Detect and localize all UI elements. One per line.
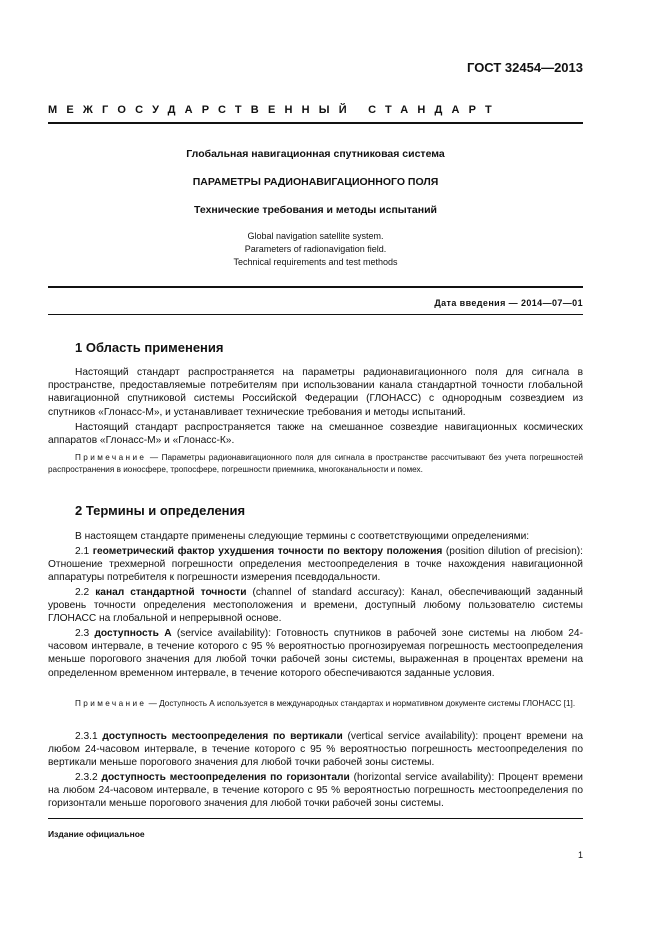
title-line-1: Глобальная навигационная спутниковая система [186,148,445,160]
term-2-3 [48,627,583,680]
term-number: 2.3 [75,628,95,639]
term-2-2 [48,586,583,626]
title-english-3: Technical requirements and test methods [233,257,398,267]
date-rule [48,314,583,315]
term-number: 2.3.1 [75,731,103,742]
title-line-3: Технические требования и методы испытаний [194,204,437,216]
title-line-2: ПАРАМЕТРЫ РАДИОНАВИГАЦИОННОГО ПОЛЯ [192,176,439,188]
section-1-paragraph-2: Настоящий стандарт распространяется также на смешанное созвездие навигационных космических аппаратов «Глонасс-М» и «Глонасс-К». [48,422,583,447]
standard-number: ГОСТ 32454—2013 [467,60,583,75]
term-name: доступность А [94,628,172,639]
section-2-title: 2 Термины и определения [75,503,246,518]
standard-type-heading: МЕЖГОСУДАРСТВЕННЫЙ СТАНДАРТ [48,104,501,116]
section-1-note [48,452,583,476]
header-rule [48,122,583,124]
title-rule [48,286,583,288]
term-definition: (position dilution of precision): Отношение трехмерной погрешности определения местоопределения в точке нахождения навигационной аппаратуры потребителя к погрешности измерения псевдодальности. [48,546,583,584]
note-label: Примечание [75,699,147,708]
term-name: доступность местоопределения по горизонтали [101,772,350,783]
term-definition: (horizontal service availability): Процент времени на любом 24-часовом интервале, в течение которого с 95 % вероятностью погрешность местоопределения по горизонтали меньше порогового значения для любой точки рабочей зоны системы. [48,772,583,810]
footer-rule [48,818,583,819]
term-2-3-2 [48,771,583,811]
section-1-paragraph-1: Настоящий стандарт распространяется на параметры радионавигационного поля для сигнала в пространстве, предоставляемые потребителям при использовании канала стандартной точности глобальной навигационной спутниковой системы Российской Федерации (ГЛОНАСС) с однородным созвездием из спутников «Глонасс-М», и устанавливает технические требования и методы испытаний. [48,367,583,418]
term-definition: (channel of standard accuracy): Канал, обеспечивающий заданный уровень точности определения местоположения и времени, доступный любому пользователю системы ГЛОНАСС на глобальной и непрерывной основе. [48,587,583,625]
term-2-1 [48,545,583,585]
term-definition: (service availability): Готовность спутников в рабочей зоне системы на любом 24-часовом интервале, в течение которого с 95 % вероятностью прогнозируемая погрешность местоопределения меньше порогового значения для любой точки рабочей зоны системы, выраженная в процентах времени на определенном временном интервале, в течение которого обеспечиваются заданные условия. [48,628,583,679]
term-name: канал стандартной точности [95,587,247,598]
term-name: доступность местоопределения по вертикали [102,731,343,742]
term-name: геометрический фактор ухудшения точности по вектору положения [92,546,443,557]
title-english-2: Parameters of radionavigation field. [244,244,387,254]
term-2-3-1 [48,730,583,770]
section-2-note [48,698,583,710]
term-number: 2.3.2 [75,772,102,783]
term-number: 2.1 [75,546,93,557]
term-definition: (vertical service availability): процент времени на любом 24-часовом интервале, в течение которого с 95 % вероятностью погрешность местоопределения по вертикали меньше порогового значения для любой точки рабочей зоны системы. [48,731,583,769]
note-text: — Доступность А используется в международных стандартах и нормативном документе системы ГЛОНАСС [1]. [146,699,576,708]
section-2-intro: В настоящем стандарте применены следующие термины с соответствующими определениями: [75,531,530,542]
title-english-1: Global navigation satellite system. [247,231,384,241]
note-label: Примечание [75,453,147,462]
introduction-date: Дата введения — 2014—07—01 [434,298,583,308]
term-number: 2.2 [75,587,96,598]
note-text: — Параметры радионавигационного поля для сигнала в пространстве рассчитывают без учета погрешностей распространения в ионосфере, тропосфере, погрешности приемника, многоканальности и помех. [48,453,583,474]
official-edition-label: Издание официальное [48,829,145,839]
section-1-title: 1 Область применения [75,340,224,355]
page-number: 1 [577,850,583,860]
